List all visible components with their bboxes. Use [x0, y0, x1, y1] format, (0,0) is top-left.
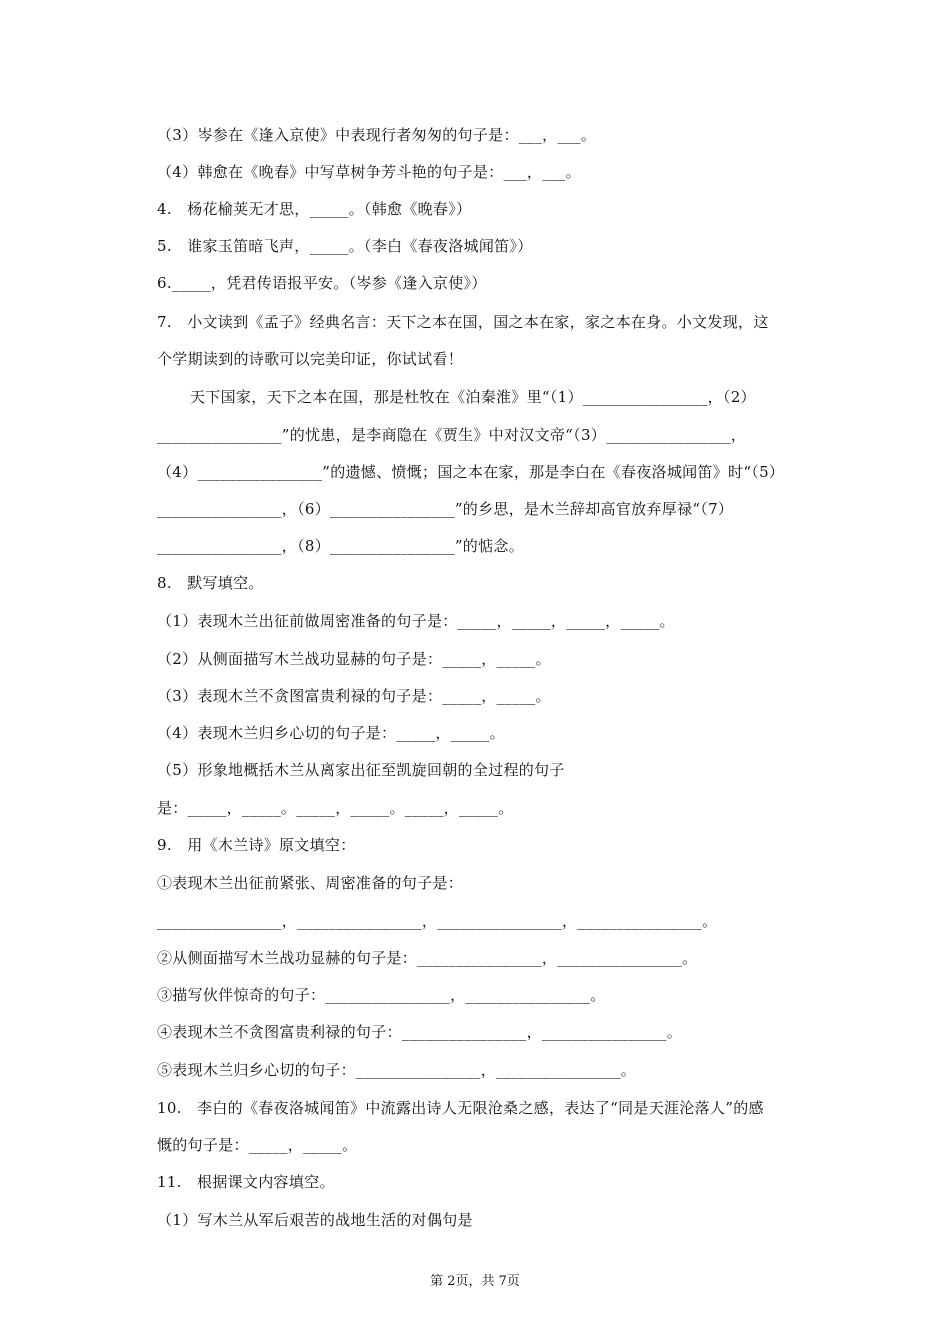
question-4: 4. 杨花榆荚无才思，_____。（韩愈《晚春》） — [157, 200, 472, 218]
text-line: （4）表现木兰归乡心切的句子是：_____，_____。 — [157, 724, 505, 742]
question-10: 10. 李白的《春夜洛城闻笛》中流露出诗人无限沧桑之感，表达了“同是天涯沦落人”的感 — [157, 1099, 764, 1117]
text-line: ________________，________________，________________，________________。 — [157, 912, 718, 930]
text-line: （3）表现木兰不贪图富贵利禄的句子是：_____，_____。 — [157, 687, 551, 705]
text-line: （5）形象地概括木兰从离家出征至凯旋回朝的全过程的句子 — [157, 761, 565, 779]
text-line: ________________，（6）________________”的乡思，是木兰辞却高官放弃厚禄“（7） — [157, 500, 734, 518]
page-footer: 第 2页，共 7页 — [430, 1274, 520, 1289]
text-line: ②从侧面描写木兰战功显赫的句子是：________________，________________。 — [157, 949, 698, 967]
text-line: （2）从侧面描写木兰战功显赫的句子是：_____，_____。 — [157, 650, 551, 668]
text-line: 天下国家，天下之本在国，那是杜牧在《泊秦淮》里“（1）________________，（2） — [190, 388, 756, 406]
question-6: 6._____，凭君传语报平安。（岑参《逢入京使》） — [157, 274, 487, 292]
text-line: （4）韩愈在《晚春》中写草树争芳斗艳的句子是：___，___。 — [157, 163, 581, 181]
question-5: 5. 谁家玉笛暗飞声，_____。（李白《春夜洛城闻笛》） — [157, 237, 533, 255]
text-line: ⑤表现木兰归乡心切的句子：________________，________________。 — [157, 1061, 637, 1079]
text-line: （1）写木兰从军后艰苦的战地生活的对偶句是 — [157, 1211, 473, 1229]
text-line: 个学期读到的诗歌可以完美印证，你试试看！ — [157, 350, 464, 368]
question-7: 7. 小文读到《孟子》经典名言：天下之本在国，国之本在家，家之本在身。小文发现，这 — [157, 313, 769, 331]
text-line: ________________，（8）________________”的惦念。 — [157, 537, 525, 555]
question-8: 8. 默写填空。 — [157, 574, 264, 592]
text-line: ③描写伙伴惊奇的句子：________________，________________。 — [157, 986, 606, 1004]
text-line: ④表现木兰不贪图富贵利禄的句子：________________，________________。 — [157, 1023, 683, 1041]
text-line: ________________”的忧患，是李商隐在《贾生》中对汉文帝“（3）________________， — [157, 426, 747, 444]
text-line: （4）________________”的遗憾、愤慨；国之本在家，那是李白在《春夜洛城闻笛》时“（5） — [157, 463, 785, 481]
question-11: 11. 根据课文内容填空。 — [157, 1173, 335, 1191]
text-line: （3）岑参在《逢入京使》中表现行者匆匆的句子是：___，___。 — [157, 126, 597, 144]
text-line: 慨的句子是：_____，_____。 — [157, 1136, 358, 1154]
text-line: （1）表现木兰出征前做周密准备的句子是：_____，_____，_____，_____。 — [157, 612, 675, 630]
question-9: 9. 用《木兰诗》原文填空： — [157, 836, 356, 854]
text-line: ①表现木兰出征前紧张、周密准备的句子是： — [157, 874, 464, 892]
text-line: 是：_____，_____。_____，_____。_____，_____。 — [157, 799, 514, 817]
